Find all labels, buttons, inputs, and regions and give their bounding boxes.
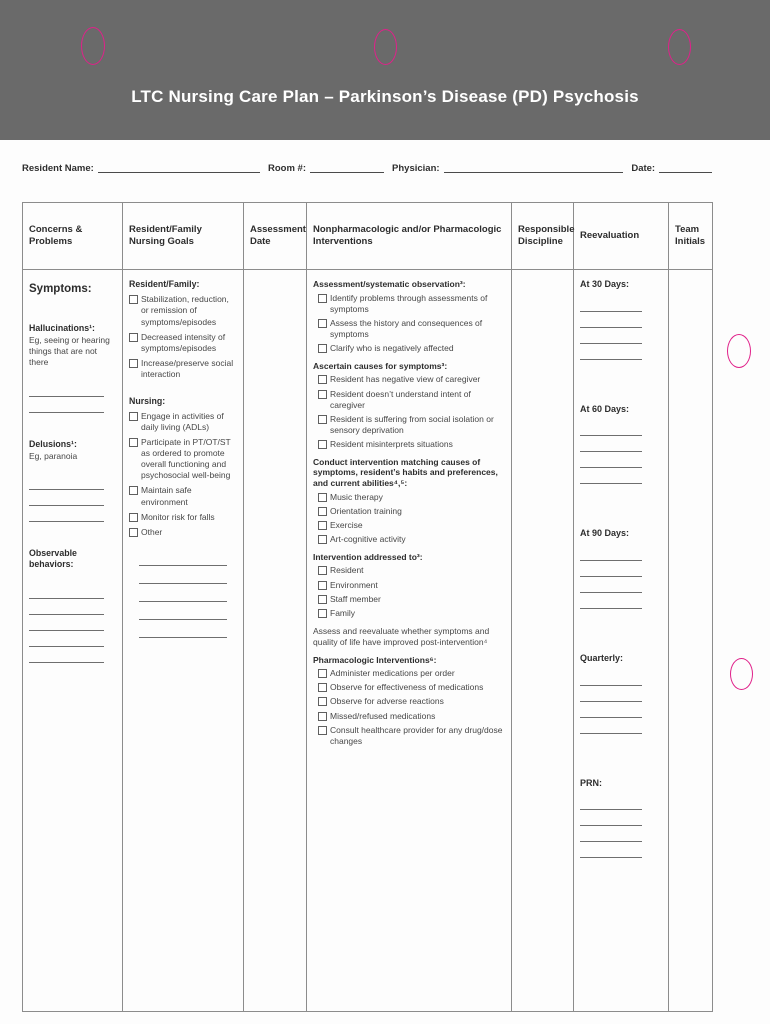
conduct-intervention-checklist bbox=[313, 492, 505, 545]
delusions-heading: Delusions¹: bbox=[29, 438, 77, 449]
delusions-blanks bbox=[29, 474, 116, 522]
blank-line[interactable] bbox=[580, 794, 642, 810]
care-plan-table bbox=[22, 202, 713, 1012]
assessment-date-cell[interactable] bbox=[244, 270, 307, 1012]
checkbox-label: Clarify who is negatively affected bbox=[330, 342, 454, 353]
blank-line[interactable] bbox=[29, 506, 104, 522]
checkbox-item bbox=[318, 534, 505, 545]
checkbox-item bbox=[318, 506, 505, 517]
checkbox[interactable] bbox=[129, 513, 138, 522]
observable-behaviors-heading: Observable behaviors: bbox=[29, 547, 77, 570]
checkbox[interactable] bbox=[318, 344, 327, 353]
reeval-prn-section bbox=[580, 778, 662, 859]
date-label: Date: bbox=[631, 163, 656, 174]
checkbox[interactable] bbox=[318, 415, 327, 424]
checkbox[interactable] bbox=[129, 333, 138, 342]
checkbox-label: Engage in activities of daily living (ADLs) bbox=[141, 411, 224, 433]
checkbox-item bbox=[318, 565, 505, 576]
checkbox-label: Maintain safe environment bbox=[141, 485, 192, 507]
checkbox[interactable] bbox=[318, 440, 327, 449]
reeval-90-days-label: At 90 Days: bbox=[580, 528, 630, 539]
checkbox-label: Music therapy bbox=[330, 491, 383, 502]
checkbox[interactable] bbox=[318, 507, 327, 516]
col-header-reevaluation: Reevaluation bbox=[574, 203, 669, 270]
checkbox-item bbox=[318, 343, 505, 354]
checkbox-label: Staff member bbox=[330, 593, 381, 604]
checkbox-item bbox=[129, 358, 237, 380]
blank-line[interactable] bbox=[580, 593, 642, 609]
blank-line[interactable] bbox=[580, 561, 642, 577]
blank-line[interactable] bbox=[139, 620, 227, 638]
blank-line[interactable] bbox=[580, 344, 642, 360]
checkbox-item bbox=[129, 437, 237, 481]
checkbox-item bbox=[129, 512, 237, 523]
pharmacologic-heading: Pharmacologic Interventions⁶: bbox=[313, 654, 437, 665]
responsible-discipline-cell[interactable] bbox=[512, 270, 574, 1012]
assessment-observation-heading: Assessment/systematic observation³: bbox=[313, 279, 466, 289]
checkbox-item bbox=[318, 374, 505, 385]
checkbox-item bbox=[129, 294, 237, 327]
reeval-quarterly-blanks bbox=[580, 670, 662, 734]
hallucinations-blanks bbox=[29, 381, 116, 413]
checkbox[interactable] bbox=[318, 566, 327, 575]
reevaluation-cell bbox=[574, 270, 669, 1012]
checkbox[interactable] bbox=[318, 493, 327, 502]
physician-label: Physician: bbox=[392, 163, 440, 174]
checkbox[interactable] bbox=[318, 319, 327, 328]
blank-line[interactable] bbox=[580, 312, 642, 328]
checkbox-label: Monitor risk for falls bbox=[141, 511, 215, 522]
date-field[interactable] bbox=[659, 162, 712, 173]
blank-line[interactable] bbox=[580, 670, 642, 686]
checkbox[interactable] bbox=[129, 486, 138, 495]
resident-name-field[interactable] bbox=[98, 162, 260, 173]
symptoms-title: Symptoms: bbox=[29, 283, 92, 295]
blank-line[interactable] bbox=[29, 474, 104, 490]
nursing-heading: Nursing: bbox=[129, 395, 166, 406]
checkbox-label: Resident doesn’t understand intent of caregiver bbox=[330, 388, 471, 410]
annotation-ellipse-icon bbox=[668, 29, 691, 65]
checkbox[interactable] bbox=[318, 581, 327, 590]
checkbox-label: Stabilization, reduction, or remission of symptoms/episodes bbox=[141, 294, 229, 327]
reeval-30-days-label: At 30 Days: bbox=[580, 279, 630, 289]
checkbox-label: Exercise bbox=[330, 519, 363, 530]
reeval-30-days-section bbox=[580, 279, 662, 360]
reeval-quarterly-label: Quarterly: bbox=[580, 653, 624, 664]
checkbox[interactable] bbox=[318, 669, 327, 678]
checkbox-item bbox=[129, 527, 237, 538]
blank-line[interactable] bbox=[139, 566, 227, 584]
reeval-60-days-label: At 60 Days: bbox=[580, 403, 630, 414]
blank-line[interactable] bbox=[139, 548, 227, 566]
checkbox-label: Decreased intensity of symptoms/episodes bbox=[141, 331, 226, 353]
resident-family-heading: Resident/Family: bbox=[129, 279, 200, 289]
col-header-concerns: Concerns & Problems bbox=[23, 203, 123, 270]
goals-cell bbox=[123, 270, 244, 1012]
page-title: LTC Nursing Care Plan – Parkinson’s Disease (PD) Psychosis bbox=[131, 87, 639, 106]
checkbox[interactable] bbox=[318, 726, 327, 735]
table-body-row bbox=[23, 270, 713, 1012]
checkbox-item bbox=[318, 608, 505, 619]
blank-line[interactable] bbox=[139, 602, 227, 620]
addressed-to-checklist bbox=[313, 565, 505, 618]
addressed-to-heading: Intervention addressed to³: bbox=[313, 551, 423, 562]
assessment-observation-group bbox=[313, 279, 505, 354]
checkbox-item bbox=[318, 594, 505, 605]
blank-line[interactable] bbox=[580, 452, 642, 468]
reeval-30-days-blanks bbox=[580, 296, 662, 360]
hallucinations-section bbox=[29, 323, 116, 413]
checkbox[interactable] bbox=[129, 528, 138, 537]
delusions-note: Eg, paranoia bbox=[29, 450, 78, 461]
table-header-row bbox=[23, 203, 713, 270]
interventions-cell bbox=[307, 270, 512, 1012]
conduct-intervention-group bbox=[313, 457, 505, 545]
checkbox[interactable] bbox=[318, 697, 327, 706]
col-header-assessment-date: Assessment Date bbox=[244, 203, 307, 270]
checkbox-item bbox=[318, 414, 505, 436]
assessment-observation-checklist bbox=[313, 293, 505, 354]
checkbox[interactable] bbox=[318, 683, 327, 692]
blank-line[interactable] bbox=[29, 631, 104, 647]
checkbox-label: Observe for effectiveness of medications bbox=[330, 682, 484, 693]
checkbox-item bbox=[318, 318, 505, 340]
blank-line[interactable] bbox=[580, 577, 642, 593]
blank-line[interactable] bbox=[580, 826, 642, 842]
reevaluate-note: Assess and reevaluate whether symptoms and quality of life have improved post-intervention⁴ bbox=[313, 625, 490, 647]
concerns-cell bbox=[23, 270, 123, 1012]
checkbox-label: Increase/preserve social interaction bbox=[141, 357, 234, 379]
blank-line[interactable] bbox=[580, 468, 642, 484]
delusions-section bbox=[29, 439, 116, 522]
checkbox-label: Resident bbox=[330, 565, 364, 576]
blank-line[interactable] bbox=[580, 328, 642, 344]
pharmacologic-group bbox=[313, 655, 505, 747]
checkbox-label: Other bbox=[141, 526, 163, 537]
resident-family-checklist bbox=[129, 294, 237, 379]
blank-line[interactable] bbox=[139, 584, 227, 602]
ascertain-causes-group bbox=[313, 361, 505, 450]
blank-line[interactable] bbox=[580, 702, 642, 718]
col-header-goals: Resident/Family Nursing Goals bbox=[123, 203, 244, 270]
col-header-discipline: Responsible Discipline bbox=[512, 203, 574, 270]
checkbox[interactable] bbox=[318, 390, 327, 399]
checkbox-item bbox=[129, 332, 237, 354]
blank-line[interactable] bbox=[29, 583, 104, 599]
reeval-60-days-section bbox=[580, 404, 662, 485]
checkbox-label: Assess the history and consequences of symptoms bbox=[330, 317, 483, 339]
checkbox[interactable] bbox=[129, 359, 138, 368]
blank-line[interactable] bbox=[580, 842, 642, 858]
blank-line[interactable] bbox=[580, 436, 642, 452]
blank-line[interactable] bbox=[580, 686, 642, 702]
checkbox-label: Consult healthcare provider for any drug/dose changes bbox=[330, 724, 503, 746]
blank-line[interactable] bbox=[580, 545, 642, 561]
checkbox-label: Orientation training bbox=[330, 505, 402, 516]
checkbox-item bbox=[129, 485, 237, 507]
pharmacologic-checklist bbox=[313, 668, 505, 746]
col-header-team-initials: Team Initials bbox=[669, 203, 713, 270]
checkbox-item bbox=[318, 389, 505, 411]
checkbox-label: Family bbox=[330, 607, 356, 618]
checkbox-label: Resident misinterprets situations bbox=[330, 438, 453, 449]
checkbox[interactable] bbox=[318, 375, 327, 384]
checkbox-label: Identify problems through assessments of symptoms bbox=[330, 292, 488, 314]
observable-behaviors-blanks bbox=[29, 583, 116, 663]
blank-line[interactable] bbox=[29, 599, 104, 615]
room-label: Room #: bbox=[267, 163, 306, 174]
checkbox[interactable] bbox=[318, 535, 327, 544]
resident-name-label: Resident Name: bbox=[22, 163, 94, 174]
reeval-60-days-blanks bbox=[580, 420, 662, 484]
checkbox[interactable] bbox=[318, 521, 327, 530]
room-field[interactable] bbox=[310, 162, 384, 173]
team-initials-cell[interactable] bbox=[669, 270, 713, 1012]
checkbox-label: Observe for adverse reactions bbox=[330, 696, 444, 707]
checkbox[interactable] bbox=[318, 294, 327, 303]
hallucinations-heading: Hallucinations¹: bbox=[29, 322, 95, 333]
checkbox-label: Art-cognitive activity bbox=[330, 533, 406, 544]
blank-line[interactable] bbox=[29, 647, 104, 663]
goals-blanks bbox=[139, 548, 237, 638]
checkbox[interactable] bbox=[318, 609, 327, 618]
physician-field[interactable] bbox=[444, 162, 624, 173]
checkbox-item bbox=[318, 682, 505, 693]
checkbox-item bbox=[318, 439, 505, 450]
checkbox[interactable] bbox=[129, 412, 138, 421]
checkbox-item bbox=[318, 580, 505, 591]
blank-line[interactable] bbox=[29, 615, 104, 631]
ascertain-causes-checklist bbox=[313, 374, 505, 449]
blank-line[interactable] bbox=[580, 420, 642, 436]
observable-behaviors-section bbox=[29, 548, 116, 663]
checkbox-item bbox=[318, 492, 505, 503]
checkbox-item bbox=[129, 411, 237, 433]
blank-line[interactable] bbox=[580, 296, 642, 312]
checkbox-item bbox=[318, 520, 505, 531]
checkbox[interactable] bbox=[318, 595, 327, 604]
checkbox[interactable] bbox=[129, 295, 138, 304]
checkbox[interactable] bbox=[318, 712, 327, 721]
checkbox-label: Resident is suffering from social isolation or sensory deprivation bbox=[330, 413, 494, 435]
annotation-ellipse-icon bbox=[81, 27, 105, 65]
reeval-quarterly-section bbox=[580, 653, 662, 734]
checkbox-label: Participate in PT/OT/ST as ordered to promote overall functioning and psychosocial well-being bbox=[141, 437, 231, 481]
checkbox-label: Missed/refused medications bbox=[330, 710, 436, 721]
checkbox-label: Environment bbox=[330, 579, 378, 590]
checkbox-item bbox=[318, 293, 505, 315]
checkbox-label: Administer medications per order bbox=[330, 668, 455, 679]
resident-info-row bbox=[22, 162, 712, 174]
checkbox-item bbox=[318, 711, 505, 722]
annotation-ellipse-icon bbox=[730, 658, 753, 690]
conduct-intervention-heading: Conduct intervention matching causes of symptoms, resident’s habits and preferences, and current abilities⁴,⁵: bbox=[313, 456, 498, 489]
checkbox-item bbox=[318, 725, 505, 747]
hallucinations-note: Eg, seeing or hearing things that are not there bbox=[29, 335, 110, 368]
reeval-90-days-blanks bbox=[580, 545, 662, 609]
col-header-interventions: Nonpharmacologic and/or Pharmacologic Interventions bbox=[307, 203, 512, 270]
addressed-to-group bbox=[313, 552, 505, 619]
blank-line[interactable] bbox=[580, 810, 642, 826]
blank-line[interactable] bbox=[580, 718, 642, 734]
checkbox-label: Resident has negative view of caregiver bbox=[330, 374, 481, 385]
blank-line[interactable] bbox=[29, 397, 104, 413]
checkbox-item bbox=[318, 696, 505, 707]
reeval-90-days-section bbox=[580, 528, 662, 609]
reeval-prn-label: PRN: bbox=[580, 777, 602, 788]
annotation-ellipse-icon bbox=[374, 29, 397, 65]
annotation-ellipse-icon bbox=[727, 334, 751, 368]
reeval-prn-blanks bbox=[580, 794, 662, 858]
page-header bbox=[0, 0, 770, 140]
ascertain-causes-heading: Ascertain causes for symptoms³: bbox=[313, 360, 448, 371]
nursing-checklist bbox=[129, 411, 237, 537]
blank-line[interactable] bbox=[29, 490, 104, 506]
blank-line[interactable] bbox=[29, 381, 104, 397]
checkbox-item bbox=[318, 668, 505, 679]
checkbox[interactable] bbox=[129, 438, 138, 447]
